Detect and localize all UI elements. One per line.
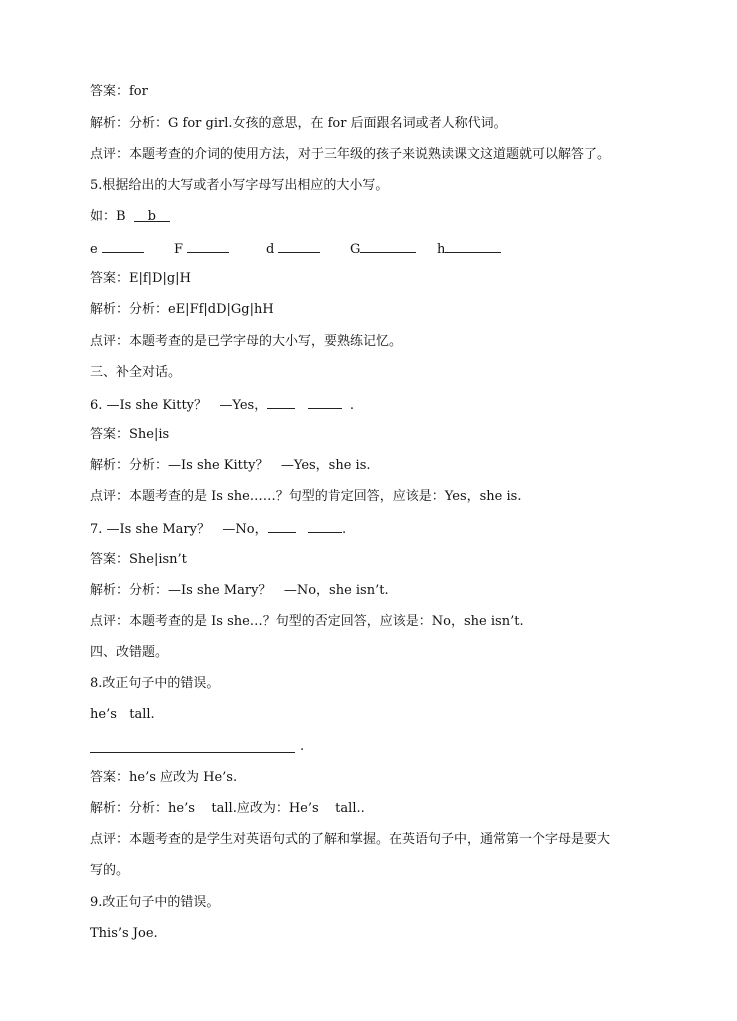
q7-blank-2[interactable] — [308, 520, 342, 533]
section-3-heading: 三、补全对话。 — [90, 365, 182, 380]
question-5: 5.根据给出的大写或者小写字母写出相应的大小写。 — [90, 178, 389, 193]
q8-answer-blank[interactable] — [90, 751, 295, 753]
example-answer: b — [134, 209, 170, 222]
letter-G-label: G — [350, 242, 361, 257]
letter-d-label: d — [266, 242, 275, 257]
letter-e — [90, 240, 144, 258]
q6-blank-2[interactable] — [308, 396, 342, 409]
analysis-line-q6: 解析：分析：—Is she Kitty？ —Yes，she is. — [90, 458, 371, 473]
q6-blank-1[interactable] — [267, 396, 295, 409]
q7-period: . — [341, 522, 347, 537]
answer-line-q4: 答案：for — [90, 84, 148, 99]
letter-F-label: F — [174, 242, 184, 257]
letter-e-blank[interactable] — [102, 240, 144, 253]
question-9-sentence: This’s Joe. — [90, 926, 158, 941]
question-7-text: 7. —Is she Mary？ —No， — [90, 522, 268, 537]
example-label: 如：B — [90, 209, 134, 224]
comment-line-q8: 点评：本题考查的是学生对英语句式的了解和掌握。在英语句子中，通常第一个字母是要大 — [90, 832, 611, 847]
answer-line-q6: 答案：She|is — [90, 427, 170, 442]
question-6-text: 6. —Is she Kitty？ —Yes， — [90, 398, 268, 413]
analysis-line-q4: 解析：分析：G for girl.女孩的意思，在 for 后面跟名词或者人称代词。 — [90, 116, 507, 131]
analysis-line-q5: 解析：分析：eE|Ff|dD|Gg|hH — [90, 302, 274, 317]
letter-h-blank[interactable] — [445, 240, 501, 253]
question-7 — [90, 520, 346, 538]
letter-d-blank[interactable] — [278, 240, 320, 253]
q8-blank-period: . — [300, 739, 305, 754]
answer-line-q7: 答案：She|isn’t — [90, 552, 187, 567]
analysis-line-q8: 解析：分析：he’s tall.应改为：He’s tall.. — [90, 801, 365, 816]
question-8: 8.改正句子中的错误。 — [90, 676, 220, 691]
answer-line-q5: 答案：E|f|D|g|H — [90, 271, 191, 286]
analysis-line-q7: 解析：分析：—Is she Mary？ —No，she isn’t. — [90, 583, 389, 598]
comment-line-q6: 点评：本题考查的是 Is she……？句型的肯定回答，应该是：Yes，she is. — [90, 489, 522, 504]
answer-line-q8: 答案：he’s 应改为 He’s. — [90, 770, 238, 785]
section-4-heading: 四、改错题。 — [90, 645, 169, 660]
question-6 — [90, 396, 354, 414]
letter-h-label: h — [437, 242, 446, 257]
letter-e-label: e — [90, 242, 98, 257]
comment-line-q4: 点评：本题考查的介词的使用方法，对于三年级的孩子来说熟读课文这道题就可以解答了。 — [90, 147, 611, 162]
letter-F-blank[interactable] — [187, 240, 229, 253]
letter-G — [350, 240, 416, 258]
question-8-sentence: he’s tall. — [90, 707, 155, 722]
q7-blank-1[interactable] — [268, 520, 296, 533]
comment-line-q7: 点评：本题考查的是 Is she…？句型的否定回答，应该是：No，she isn’t. — [90, 614, 524, 629]
example-line — [90, 209, 170, 225]
comment-line-q5: 点评：本题考查的是已学字母的大小写，要熟练记忆。 — [90, 334, 403, 349]
letter-G-blank[interactable] — [360, 240, 416, 253]
letter-h — [437, 240, 501, 258]
comment-line-q8-cont: 写的。 — [90, 863, 130, 878]
letter-d — [266, 240, 320, 258]
q6-period: . — [349, 398, 355, 413]
letter-F — [174, 240, 229, 258]
question-9: 9.改正句子中的错误。 — [90, 895, 220, 910]
